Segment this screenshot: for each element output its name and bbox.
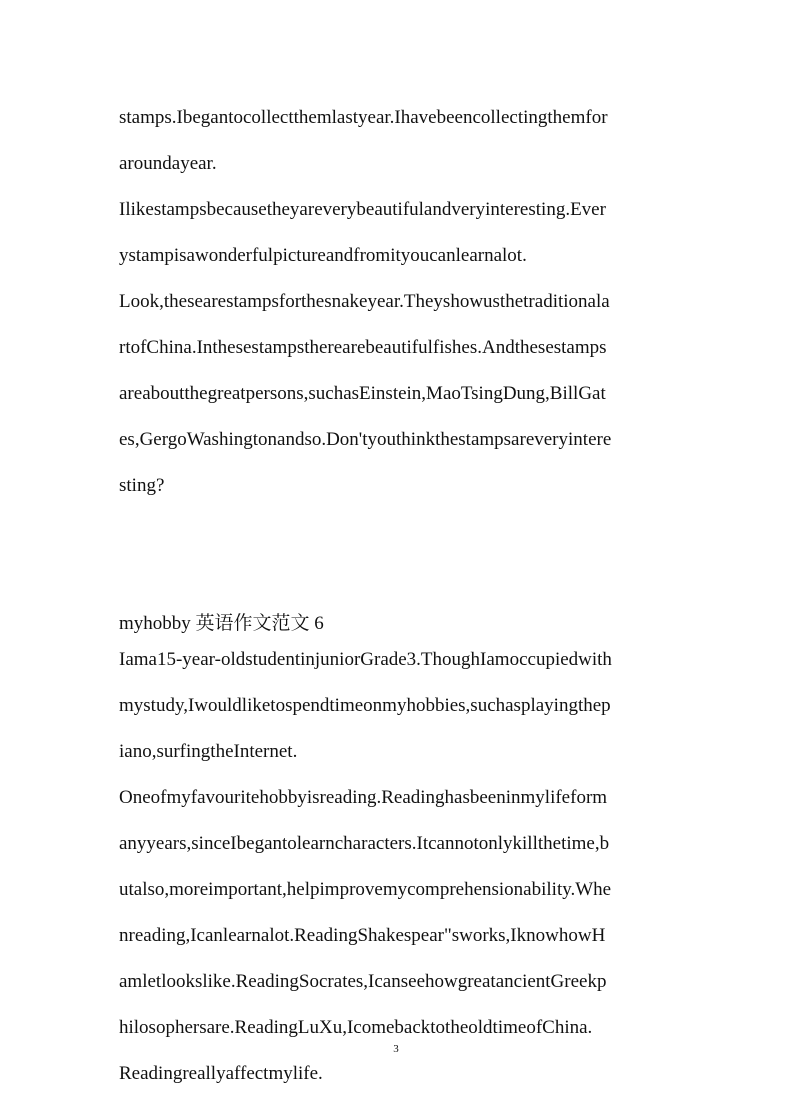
paragraph-line: aroundayear. — [119, 153, 217, 174]
page-number: 3 — [393, 1043, 399, 1055]
paragraph-line: es,GergoWashingtonandso.Don'tyouthinkthestampsareveryintere — [119, 429, 612, 450]
paragraph-line: utalso,moreimportant,helpimprovemycomprehensionability.Whe — [119, 879, 612, 900]
section-myhobby-6 — [119, 608, 679, 1090]
paragraph-line: anyyears,sinceIbegantolearncharacters.Itcannotonlykillthetime,b — [119, 833, 610, 854]
document-body — [119, 102, 679, 1090]
paragraph-line: amletlookslike.ReadingSocrates,IcanseehowgreatancientGreekp — [119, 971, 607, 992]
paragraph-line: iano,surfingtheInternet. — [119, 741, 298, 762]
paragraph-line: Readingreallyaffectmylife. — [119, 1063, 323, 1084]
section-stamps — [119, 102, 679, 502]
section-heading: myhobby 英语作文范文 6 — [119, 613, 324, 634]
paragraph-line: sting? — [119, 475, 165, 496]
paragraph-line: nreading,Icanlearnalot.ReadingShakespear"sworks,IknowhowH — [119, 925, 606, 946]
paragraph-line: Look,thesearestampsforthesnakeyear.Theyshowusthetraditionala — [119, 291, 610, 312]
paragraph-line: Oneofmyfavouritehobbyisreading.Readinghasbeeninmylifeform — [119, 787, 608, 808]
paragraph-line: Ilikestampsbecausetheyareverybeautifulandveryinteresting.Ever — [119, 199, 606, 220]
paragraph-line: rtofChina.Inthesestampstherearebeautifulfishes.Andthesestamps — [119, 337, 607, 358]
paragraph-line: mystudy,Iwouldliketospendtimeonmyhobbies,suchasplayingthep — [119, 695, 611, 716]
paragraph-line: Iama15-year-oldstudentinjuniorGrade3.ThoughIamoccupiedwith — [119, 649, 612, 670]
paragraph-line: stamps.Ibegantocollectthemlastyear.Ihavebeencollectingthemfor — [119, 107, 608, 128]
paragraph-line: hilosophersare.ReadingLuXu,IcomebacktotheoldtimeofChina. — [119, 1017, 593, 1038]
paragraph-line: areaboutthegreatpersons,suchasEinstein,MaoTsingDung,BillGat — [119, 383, 606, 404]
paragraph-line: ystampisawonderfulpictureandfromityoucanlearnalot. — [119, 245, 527, 266]
